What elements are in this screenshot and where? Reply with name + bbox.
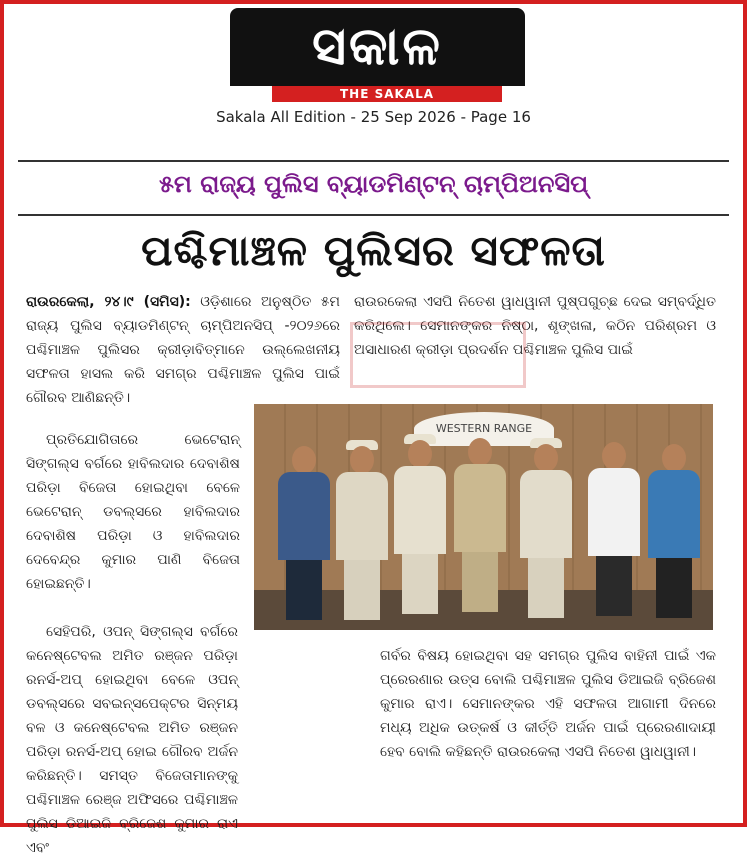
divider — [18, 214, 729, 216]
kicker: ୫ମ ରାଜ୍ୟ ପୁଲିସ ବ୍ୟାଡମିଣ୍ଟନ୍ ଚାମ୍ପିଅନସିପ୍ — [158, 170, 589, 198]
masthead — [0, 0, 747, 130]
logo-subtitle: THE SAKALA — [272, 86, 502, 102]
photo-banner: WESTERN RANGE — [414, 412, 554, 446]
headline: ପଶ୍ଚିମାଞ୍ଚଳ ପୁଲିସର ସଫଳତା — [141, 226, 606, 275]
dateline: ରାଉରକେଲା, ୨୪।୯ (ସମିସ): — [26, 294, 191, 310]
photo-person — [394, 440, 446, 620]
paragraph-runners-up — [26, 620, 238, 860]
paragraph-closing: ଗର୍ବର ବିଷୟ ହୋଇଥିବା ସହ ସମଗ୍ର ପୁଲିସ ବାହିନୀ ପାଇଁ ଏକ ପ୍ରେରଣାର ଉତ୍ସ ବୋଲି ପଶ୍ଚିମାଞ୍ଚଳ ପୁଲିସ ଡିଆଇଜି ବ୍ରିଜେଶ କୁମାର ରାଏ। ସେମାନଙ୍କର ଏହି ସଫଳତା ଆଗାମୀ ଦିନରେ ମଧ୍ୟ ଅଧିକ ଉତ୍କର୍ଷ ଓ କୀର୍ତ୍ତି ଅର୍ଜନ ପାଇଁ ପ୍ରେରଣାଦାୟୀ ହେବ ବୋଲି କହିଛନ୍ତି ରାଉରକେଲା ଏସପି ନିତେଶ ୱାଧୱାନୀ। — [380, 648, 716, 760]
lead-right-paragraph: ରାଉରକେଲା ଏସପି ନିତେଶ ୱାଧୱାନୀ ପୁଷ୍ପଗୁଚ୍ଛ ଦେଇ ସମ୍ବର୍ଦ୍ଧିତ କରିଥିଲେ। ସେମାନଙ୍କର ନିଷ୍ଠା, ଶୃଙ୍ଖଳା, କଠିନ ପରିଶ୍ରମ ଓ ଅସାଧାରଣ କ୍ରୀଡ଼ା ପ୍ରଦର୍ଶନ ପଶ୍ଚିମାଞ୍ଚଳ ପୁଲିସ ପାଇଁ — [354, 294, 716, 358]
photo-person — [648, 444, 700, 620]
photo-person — [336, 446, 388, 620]
paragraph-winners: ପ୍ରତିଯୋଗିତାରେ ଭେଟେରାନ୍ ସିଙ୍ଗଲ୍ସ ବର୍ଗରେ ହାବିଲଦାର ଦେବାଶିଷ ପରିଡ଼ା ବିଜେତା ହୋଇଥିବା ବେଳେ ଭେଟେରାନ୍ ଡବଲ୍ସରେ ହାବିଲଦାର ଦେବାଶିଷ ପରିଡ଼ା ଓ ହାବିଲଦାର ଦେବେନ୍ଦ୍ର କୁମାର ପାଣି ବିଜେତା ହୋଇଛନ୍ତି। — [26, 432, 240, 592]
photo-person — [454, 438, 506, 620]
watermark — [350, 322, 526, 388]
photo-person — [588, 442, 640, 620]
edition-line: Sakala All Edition - 25 Sep 2026 - Page 16 — [216, 108, 531, 126]
lead-text: ଓଡ଼ିଶାରେ ଅନୁଷ୍ଠିତ ୫ମ ରାଜ୍ୟ ପୁଲିସ ବ୍ୟାଡମିଣ୍ଟନ୍ ଚାମ୍ପିଅନସିପ୍ -୨୦୨୬ରେ ପଶ୍ଚିମାଞ୍ଚଳ ପୁଲିସର କ୍ରୀଡ଼ାବିତ୍ମାନେ ଉଲ୍ଲେଖନୀୟ ସଫଳତା ହାସଲ କରି ସମଗ୍ର ପଶ୍ଚିମାଞ୍ଚଳ ପୁଲିସ ପାଇଁ ଗୌରବ ଆଣିଛନ୍ତି। — [26, 294, 341, 406]
lead-paragraph — [26, 290, 340, 410]
photo-person — [520, 444, 572, 620]
photo-person — [278, 446, 330, 620]
paragraph-runners-up-text: ସେହିପରି, ଓପନ୍ ସିଙ୍ଗଲ୍ସ ବର୍ଗରେ କନେଷ୍ଟେବଲ ଅମିତ ରଞ୍ଜନ ପରିଡ଼ା ରନର୍ସ-ଅପ୍ ହୋଇଥିବା ବେଳେ ଓପନ୍ ଡବଲ୍ସରେ ସବଇନ୍ସପେକ୍ଟର ସିନ୍ମୟ ବଳ ଓ କନେଷ୍ଟେବଲ ଅମିତ ରଞ୍ଜନ ପରିଡ଼ା ରନର୍ସ-ଅପ୍ ହୋଇ ଗୌରବ ଅର୍ଜନ କରିଛନ୍ତି। ସମସ୍ତ ବିଜେତାମାନଙ୍କୁ ପଶ୍ଚିମାଞ୍ଚଳ ରେଞ୍ଜ ଅଫିସରେ ପଶ୍ଚିମାଞ୍ଚଳ ପୁଲିସ ଡିଆଇଜି ବ୍ରିଜେଶ କୁମାର ରାଏ ଏବଂ — [26, 624, 238, 856]
newspaper-logo: ସକାଳ — [230, 8, 525, 86]
article-photo — [254, 404, 713, 630]
divider — [18, 160, 729, 162]
